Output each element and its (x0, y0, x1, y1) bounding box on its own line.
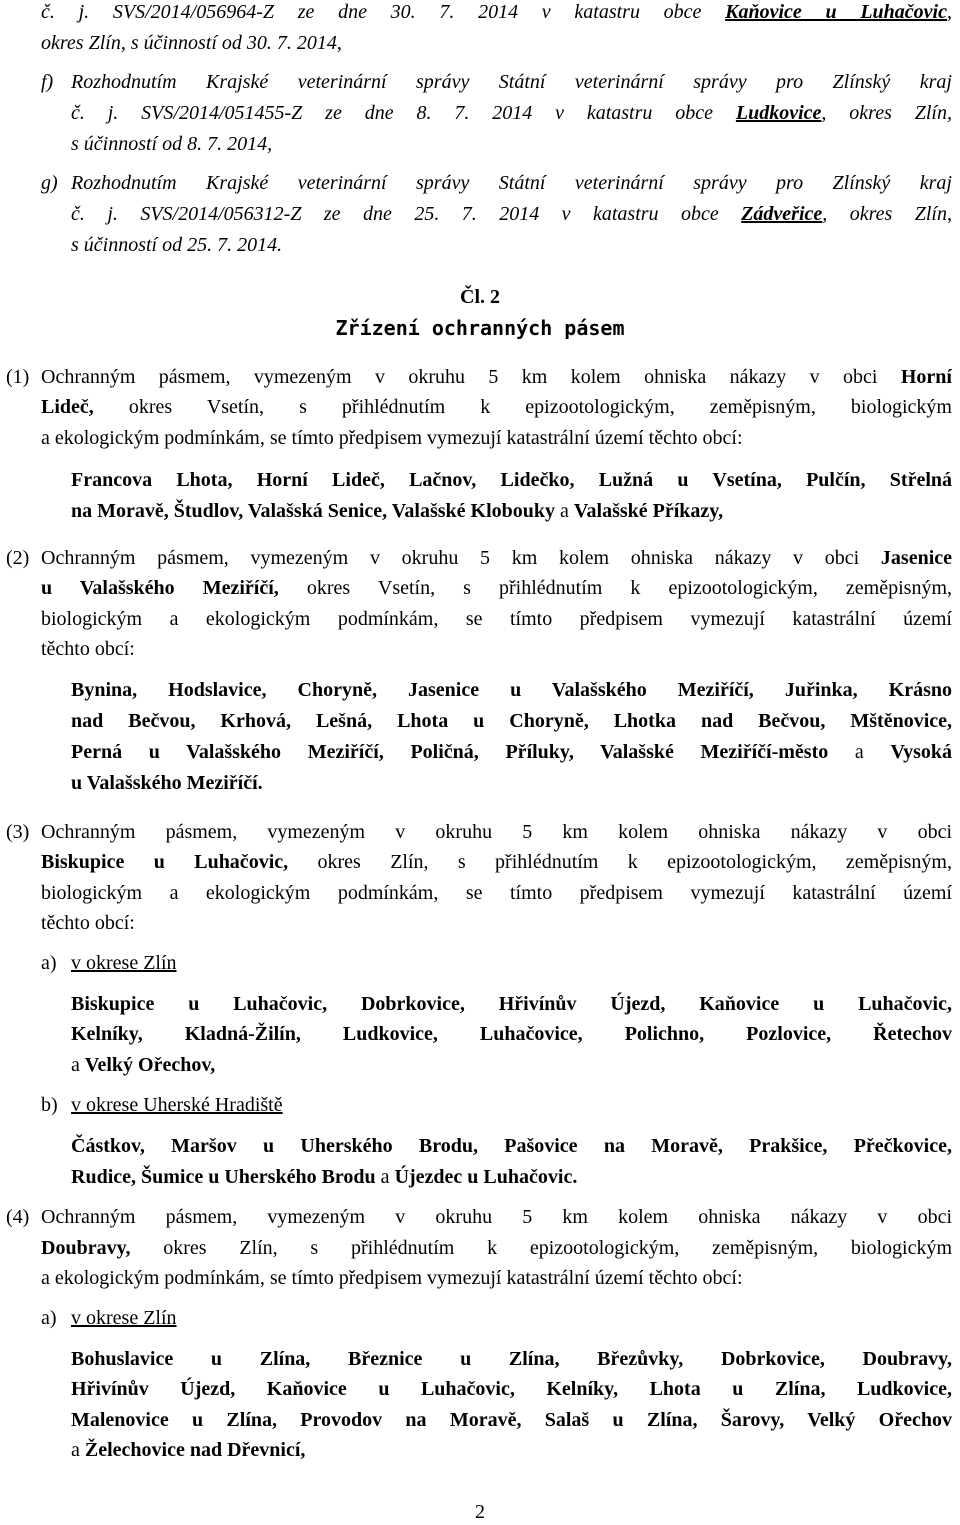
municipality-list-line (71, 1165, 577, 1189)
municipality-list-line (71, 1053, 215, 1077)
page-number: 2 (475, 1501, 485, 1523)
text-span: a (828, 741, 891, 763)
text-line (41, 0, 952, 24)
text-line (71, 101, 952, 125)
text-line (41, 546, 952, 570)
text-line: těchto obcí: (41, 912, 135, 934)
district-heading: v okrese Zlín (71, 1307, 177, 1329)
sub-item-label: b) (41, 1094, 58, 1116)
municipality-name: Jasenice (880, 547, 952, 569)
text-span: č. j. SVS/2014/056964-Z ze dne 30. 7. 2014 v katastru obce (41, 1, 726, 23)
text-line: a ekologickým podmínkám, se tímto předpisem vymezují katastrální území těchto obcí: (41, 427, 743, 449)
paragraph-number: (4) (6, 1206, 30, 1228)
municipality-link: Kaňovice u Luhačovic (725, 1, 947, 23)
text-span: , (946, 1, 952, 23)
text-line (41, 395, 952, 419)
text-span: okres Zlín, s přihlédnutím k epizootologickým, zeměpisným, biologickým (130, 1237, 952, 1259)
text-line: Rozhodnutím Krajské veterinární správy Státní veterinární správy pro Zlínský kraj (71, 172, 952, 194)
text-line: Ochranným pásmem, vymezeným v okruhu 5 km kolem ohniska nákazy v obci (41, 821, 952, 843)
text-line: s účinností od 25. 7. 2014. (71, 234, 283, 256)
municipality-name: Biskupice u Luhačovic, (41, 851, 289, 873)
municipality-list-line: nad Bečvou, Krhová, Lešná, Lhota u Choryně, Lhotka nad Bečvou, Mštěnovice, (71, 710, 952, 732)
text-span: Perná u Valašského Meziříčí, Poličná, Příluky, Valašské Meziříčí-město (71, 741, 829, 763)
municipality-name: Doubravy, (41, 1237, 131, 1259)
text-line: okres Zlín, s účinností od 30. 7. 2014, (41, 32, 342, 54)
municipality-list-line (71, 740, 952, 764)
paragraph-number: (3) (6, 821, 30, 843)
article-title: Zřízení ochranných pásem (335, 316, 625, 340)
sub-item-label: a) (41, 1307, 57, 1329)
item-label-f: f) (41, 71, 54, 93)
text-span: a (375, 1166, 395, 1188)
text-line: Rozhodnutím Krajské veterinární správy Státní veterinární správy pro Zlínský kraj (71, 71, 952, 93)
municipality-list-line: Biskupice u Luhačovic, Dobrkovice, Hřivínův Újezd, Kaňovice u Luhačovic, (71, 993, 952, 1015)
text-line (41, 850, 952, 874)
municipality-list-line: Bohuslavice u Zlína, Březnice u Zlína, Březůvky, Dobrkovice, Doubravy, (71, 1348, 952, 1370)
municipality-list-line: Částkov, Maršov u Uherského Brodu, Pašovice na Moravě, Prakšice, Přečkovice, (71, 1135, 952, 1157)
text-span: č. j. SVS/2014/056312-Z ze dne 25. 7. 2014 v katastru obce (71, 203, 742, 225)
municipality-list-line: Hřivínův Újezd, Kaňovice u Luhačovic, Kelníky, Lhota u Zlína, Ludkovice, (71, 1378, 952, 1400)
text-line (41, 1236, 952, 1260)
paragraph-number: (1) (6, 366, 30, 388)
text-line: biologickým a ekologickým podmínkám, se tímto předpisem vymezují katastrální území (41, 608, 952, 630)
municipality-link: Ludkovice (735, 102, 822, 124)
text-line (41, 576, 952, 600)
municipality-list-line: Bynina, Hodslavice, Choryně, Jasenice u Valašského Meziříčí, Juřinka, Krásno (71, 679, 952, 701)
district-heading: v okrese Zlín (71, 952, 177, 974)
text-span: okres Vsetín, s přihlédnutím k epizootologickým, zeměpisným, biologickým (93, 396, 952, 418)
municipality-list-line (71, 499, 723, 523)
item-label-g: g) (41, 172, 58, 194)
text-span: Ochranným pásmem, vymezeným v okruhu 5 km kolem ohniska nákazy v obci (41, 366, 901, 388)
text-line: těchto obcí: (41, 638, 135, 660)
text-line: biologickým a ekologickým podmínkám, se tímto předpisem vymezují katastrální území (41, 882, 952, 904)
municipality-link: Zádveřice (741, 203, 823, 225)
district-heading: v okrese Uherské Hradiště (71, 1094, 283, 1116)
text-line: a ekologickým podmínkám, se tímto předpisem vymezují katastrální území těchto obcí: (41, 1267, 743, 1289)
text-span: Vysoká (890, 741, 952, 763)
municipality-list-line: Kelníky, Kladná-Žilín, Ludkovice, Luhačovice, Polichno, Pozlovice, Řetechov (71, 1023, 952, 1045)
text-span: Velký Ořechov, (84, 1054, 216, 1076)
text-line (71, 202, 952, 226)
text-span: , okres Zlín, (821, 102, 952, 124)
text-span: Újezdec u Luhačovic. (394, 1166, 578, 1188)
text-span: č. j. SVS/2014/051455-Z ze dne 8. 7. 2014 v katastru obce (71, 102, 736, 124)
paragraph-number: (2) (6, 547, 30, 569)
text-span: Želechovice nad Dřevnicí, (84, 1439, 306, 1461)
text-span: Valašské Příkazy, (573, 500, 724, 522)
municipality-name: Horní (900, 366, 952, 388)
text-span: okres Zlín, s přihlédnutím k epizootologickým, zeměpisným, (288, 851, 952, 873)
text-span: a (71, 1439, 85, 1461)
municipality-list-line: u Valašského Meziříčí. (71, 772, 263, 794)
text-span: Ochranným pásmem, vymezeným v okruhu 5 km kolem ohniska nákazy v obci (41, 547, 881, 569)
text-span: a (555, 500, 574, 522)
municipality-name: Lideč, (41, 396, 94, 418)
sub-item-label: a) (41, 952, 57, 974)
municipality-name: u Valašského Meziříčí, (41, 577, 279, 599)
text-span: a (71, 1054, 85, 1076)
text-line (41, 365, 952, 389)
text-line: s účinností od 8. 7. 2014, (71, 133, 273, 155)
text-span: na Moravě, Študlov, Valašská Senice, Valašské Klobouky (71, 500, 556, 522)
municipality-list-line (71, 1438, 305, 1462)
municipality-list-line: Francova Lhota, Horní Lideč, Lačnov, Lidečko, Lužná u Vsetína, Pulčín, Střelná (71, 469, 952, 491)
article-number: Čl. 2 (460, 286, 500, 308)
text-line: Ochranným pásmem, vymezeným v okruhu 5 km kolem ohniska nákazy v obci (41, 1206, 952, 1228)
text-span: okres Vsetín, s přihlédnutím k epizootologickým, zeměpisným, (278, 577, 952, 599)
municipality-list-line: Malenovice u Zlína, Provodov na Moravě, Salaš u Zlína, Šarovy, Velký Ořechov (71, 1409, 952, 1431)
text-span: , okres Zlín, (822, 203, 952, 225)
text-span: Rudice, Šumice u Uherského Brodu (71, 1166, 376, 1188)
